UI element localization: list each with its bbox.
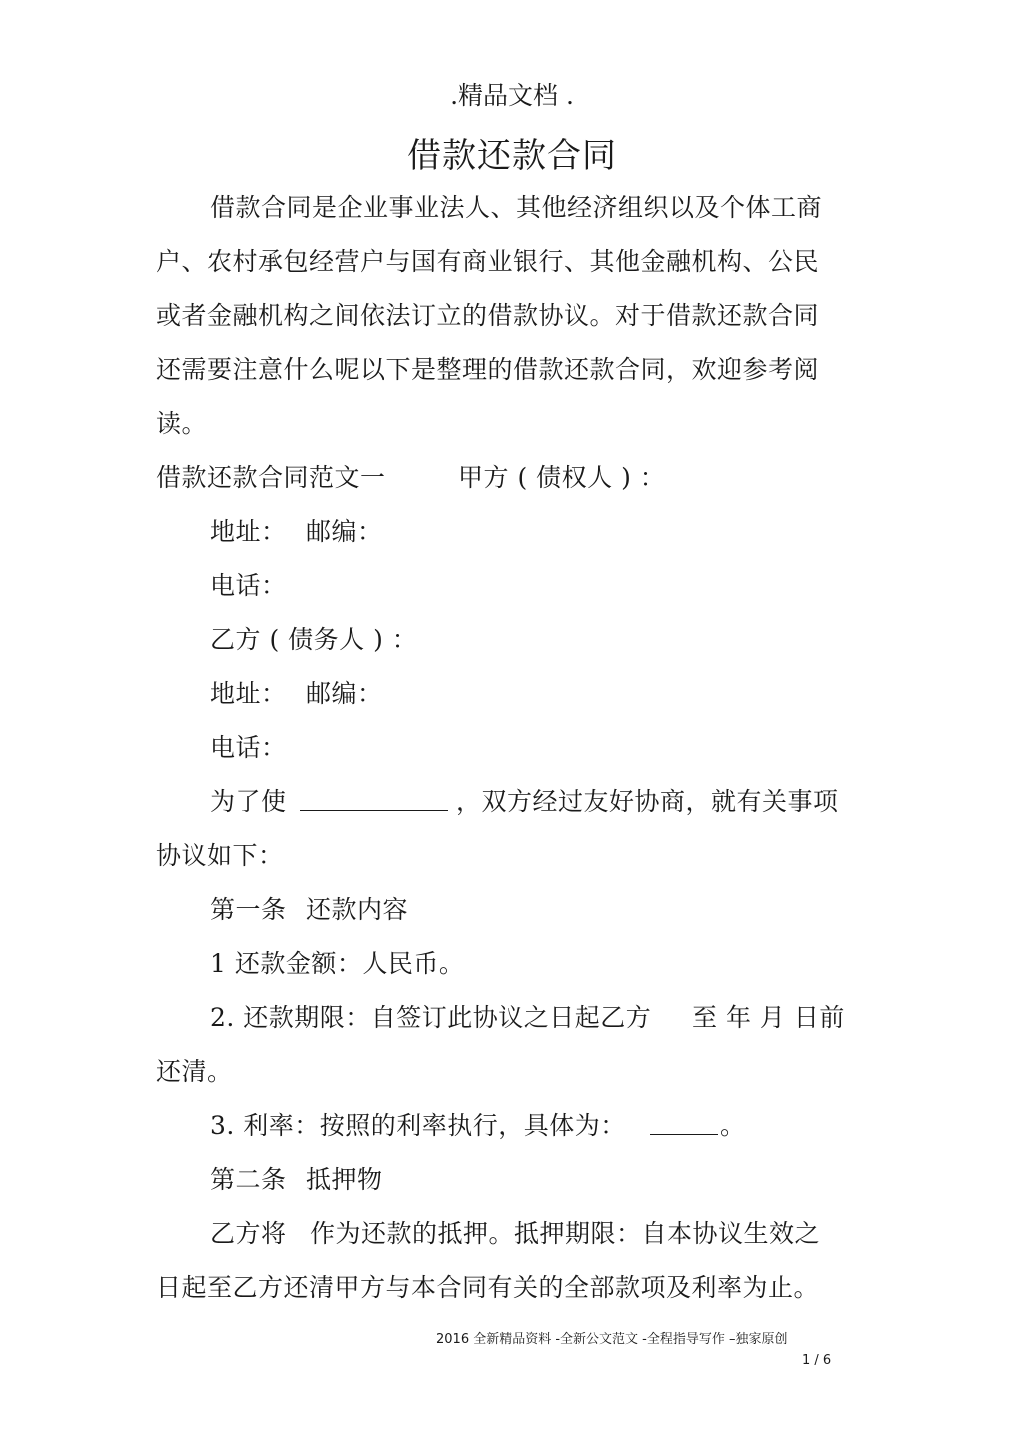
item-3-suffix: 。 (720, 1111, 746, 1140)
party-a-postcode: 邮编： (306, 517, 383, 546)
page-footer: 2016 全新精品资料 -全新公文范文 -全程指导写作 –独家原创 (436, 1332, 788, 1347)
item-3-prefix: 3. 利率：按照的利率执行，具体为： (210, 1111, 626, 1140)
party-a-address: 地址： (210, 517, 287, 546)
party-b-postcode: 邮编： (306, 679, 383, 708)
article-2-name: 抵押物 (306, 1165, 383, 1194)
intro-line-1: 借款合同是企业事业法人、其他经济组织以及个体工商 (210, 193, 823, 222)
intro-line-3: 或者金融机构之间依法订立的借款协议。对于借款还款合同 (156, 301, 820, 330)
purpose-prefix: 为了使 (210, 787, 287, 816)
collateral-part-1: 乙方将 (210, 1219, 287, 1248)
item-1: 1 还款金额：人民币。 (210, 949, 465, 978)
item-2-prefix: 2. 还款期限：自签订此协议之日起乙方 (210, 1003, 652, 1032)
page-number: 1 / 6 (802, 1353, 832, 1368)
intro-line-4: 还需要注意什么呢以下是整理的借款还款合同，欢迎参考阅 (156, 355, 820, 384)
article-2-title: 第二条 (210, 1165, 287, 1194)
page-header: .精品文档 . (450, 81, 574, 110)
party-b-label: 乙方 ( 债务人 ) ： (210, 625, 418, 654)
party-a-label: 甲方 ( 债权人 ) ： (458, 463, 666, 492)
purpose-blank (300, 786, 448, 819)
intro-line-2: 户、农村承包经营户与国有商业银行、其他金融机构、公民 (156, 247, 820, 276)
party-b-phone: 电话： (210, 733, 287, 762)
party-a-phone: 电话： (210, 571, 287, 600)
intro-line-5: 读。 (156, 409, 208, 438)
purpose-suffix: ，双方经过友好协商，就有关事项 (456, 787, 839, 816)
party-b-address: 地址： (210, 679, 287, 708)
sample-heading: 借款还款合同范文一 (156, 463, 386, 492)
item-2-suffix: 至 年 月 日前 (692, 1003, 845, 1032)
item-3-blank (650, 1110, 718, 1143)
article-1-name: 还款内容 (306, 895, 409, 924)
purpose-line-2: 协议如下： (156, 841, 284, 870)
article-1-title: 第一条 (210, 895, 287, 924)
item-2-line-2: 还清。 (156, 1057, 233, 1086)
document-title: 借款还款合同 (407, 136, 617, 176)
collateral-line-2: 日起至乙方还清甲方与本合同有关的全部款项及利率为止。 (156, 1273, 820, 1302)
collateral-part-2: 作为还款的抵押。抵押期限：自本协议生效之 (310, 1219, 821, 1248)
